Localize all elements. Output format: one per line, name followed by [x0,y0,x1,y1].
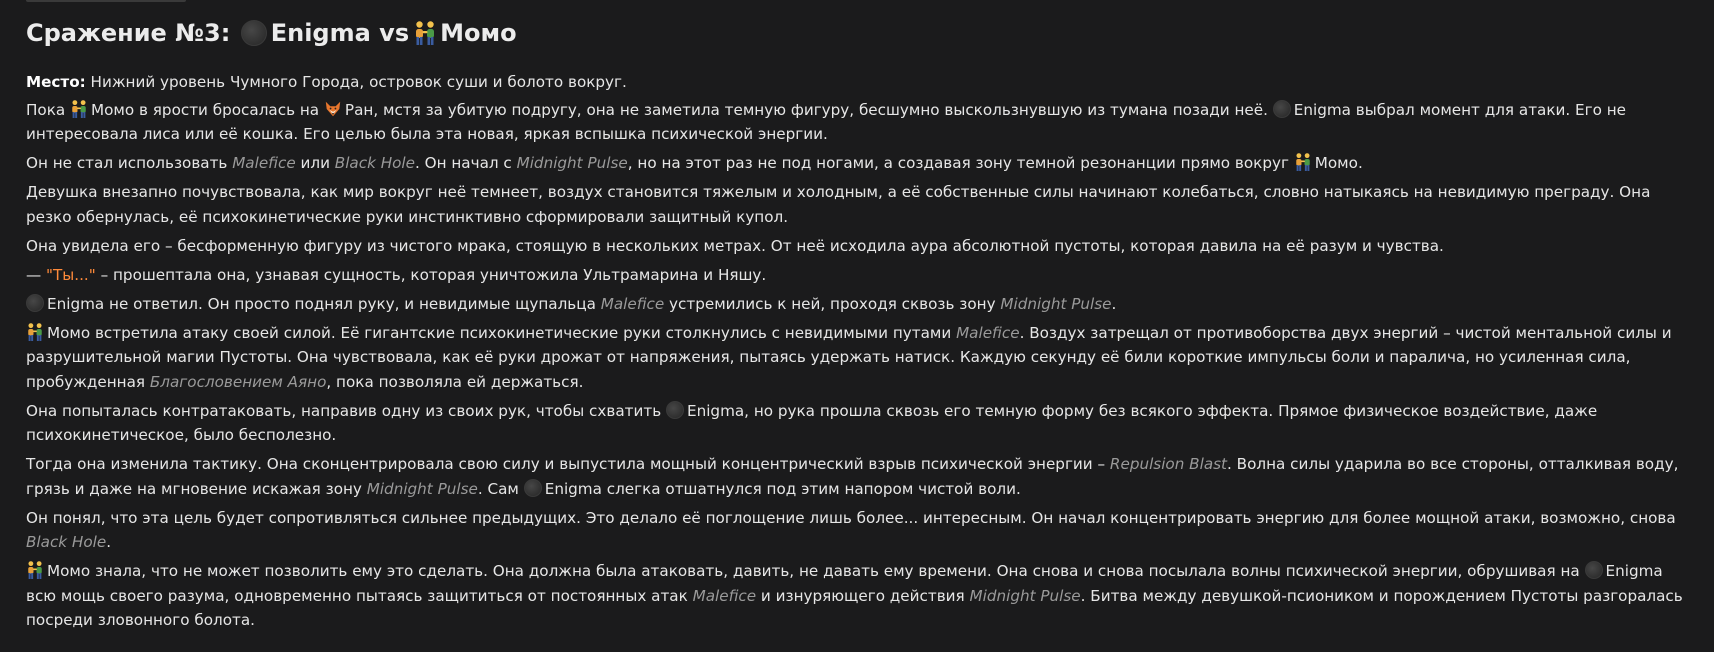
character-momo: Момо [91,100,135,119]
title-prefix: Сражение №3: [26,19,231,47]
location-label: Место: [26,73,86,91]
paragraph [26,321,1696,395]
dark-circle-icon [524,479,542,497]
text-segment: не ответил. Он просто поднял руку, и невидимые щупальца [104,294,601,313]
dark-circle-icon [1585,561,1603,579]
spell-name: Malefice [600,294,665,313]
paragraph [26,559,1696,633]
text-segment: выбрал момент для атаки. Его не интересовала лиса или её кошка. Его целью была эта новая, яркая вспышка психической энергии. [26,100,1627,143]
character-enigma: Enigma [1293,100,1351,119]
character-enigma: Enigma [47,294,105,313]
text-segment: . Он начал с [415,154,517,172]
paragraph [26,151,1696,176]
text-segment: . Волна силы ударила во все стороны, отталкивая воду, грязь и даже на мгновение искажая зону [26,455,1679,498]
spell-name: Malefice [692,586,757,605]
spell-name: Midnight Pulse [1000,294,1112,313]
text-segment: . Воздух затрещал от противоборства двух энергий – чистой ментальной силы и разрушительной магии Пустоты. Она чувствовала, как её руки дрожат от напряжения, пытаясь удержать натиск. Каждую секунду её били короткие импульсы боли и паралича, но усиленная сила, пробужденная [26,323,1672,391]
text-segment: Он не стал использовать [26,154,233,172]
paragraph [26,506,1696,555]
text-segment: Тогда она изменила тактику. Она сконцентрировала свою силу и выпустила мощный концентрический взрыв психической энергии – [26,455,1110,473]
paragraph-location [26,70,1696,95]
spell-name: Midnight Pulse [516,154,628,172]
paragraph [26,234,1696,259]
text-segment: Он понял, что эта цель будет сопротивляться сильнее предыдущих. Это делало её поглощение лишь более... интересным. Он начал концентрировать энергию для более мощной атаки, возможно, снова [26,508,1676,527]
paragraph [26,452,1696,501]
text-segment: устремились к ней, проходя сквозь зону [664,294,1001,313]
spell-name: Black Hole [334,154,415,172]
couple-icon [26,560,44,580]
spell-name: Black Hole [26,533,107,551]
text-segment: , пока позволяла ей держаться. [326,372,584,391]
fox-icon [324,100,342,118]
spell-name: Repulsion Blast [1109,455,1227,473]
spell-name: Malefice [232,154,296,172]
spell-name: Midnight Pulse [366,479,478,498]
spell-name: Midnight Pulse [969,586,1081,605]
couple-icon [70,99,88,119]
spell-name: Malefice [956,323,1020,342]
dark-circle-icon [241,20,267,46]
paragraph [26,399,1696,448]
dark-circle-icon [666,401,684,419]
text-segment: . Битва между девушкой-псиоником и порождением Пустоты разгоралась посреди зловонного болота. [26,586,1683,629]
clipped-previous-line [26,0,1696,5]
text-segment: Она попыталась контратаковать, направив одну из своих рук, чтобы схватить [26,401,666,420]
character-momo: Момо [1314,154,1358,172]
character-ran: Ран [344,100,374,119]
character-enigma: Enigma [1605,562,1663,580]
paragraph [26,263,1696,288]
title-momo: Момо [440,19,517,47]
text-segment: . [1357,154,1363,172]
text-segment: Пока [26,100,71,119]
text-segment: . Сам [477,479,524,498]
paragraph [26,98,1696,147]
text-segment: . [1111,294,1117,313]
text-segment: . [106,533,112,551]
character-enigma: Enigma [544,479,602,498]
battle-title [26,18,1696,48]
text-segment: встретила атаку своей силой. Её гигантские психокинетические руки столкнулись с невидимыми путами [90,323,957,342]
text-segment: , но на этот раз не под ногами, а создавая зону темной резонанции прямо вокруг [627,154,1294,172]
text-segment: – прошептала она, узнавая сущность, которая уничтожила Ультрамарина и Няшу. [95,265,767,284]
text-segment: или [295,154,335,172]
location-text: Нижний уровень Чумного Города, островок суши и болото вокруг. [85,73,627,91]
text-segment: , но рука прошла сквозь его темную форму без всякого эффекта. Прямое физическое воздействие, даже психокинетическое, было бесполезно. [26,401,1598,444]
couple-icon [26,322,44,342]
couple-icon [413,20,437,46]
couple-icon [1294,152,1312,172]
text-segment: всю мощь своего разума, одновременно пытаясь защититься от постоянных атак [26,586,693,605]
dark-circle-icon [26,294,44,312]
dialogue-quote: "Ты..." [46,265,96,284]
text-segment: слегка отшатнулся под этим напором чистой воли. [601,479,1021,498]
character-momo: Момо [47,323,91,342]
text-segment: знала, что не может позволить ему это сделать. Она должна была атаковать, давить, не давать ему времени. Она снова и снова посылала волны психической энергии, обрушивая на [90,562,1585,580]
paragraph [26,292,1696,317]
dialogue-dash: — [26,265,47,284]
text-segment: Девушка внезапно почувствовала, как мир вокруг неё темнеет, воздух становится тяжелым и холодным, а её собственные силы начинают колебаться, словно натыкаясь на невидимую преграду. Она резко обернулась, её психокинетические руки инстинктивно сформировали защитный купол. [26,183,1651,226]
title-vs: vs [379,19,410,47]
clipped-text-fragment [26,0,186,2]
title-enigma: Enigma [270,19,371,47]
character-momo: Момо [47,562,91,580]
paragraph [26,180,1696,229]
text-segment: , мстя за убитую подругу, она не заметила темную фигуру, бесшумно выскользнувшую из тумана позади неё. [373,100,1273,119]
text-segment: и изнуряющего действия [756,586,970,605]
text-segment: в ярости бросалась на [134,100,324,119]
dark-circle-icon [1273,100,1291,118]
character-enigma: Enigma [686,401,745,420]
story-paragraphs [26,70,1696,633]
spell-name: Благословением Аяно [149,372,327,391]
text-segment: Она увидела его – бесформенную фигуру из чистого мрака, стоящую в нескольких метрах. От неё исходила аура абсолютной пустоты, которая давила на её разум и чувства. [26,236,1444,255]
